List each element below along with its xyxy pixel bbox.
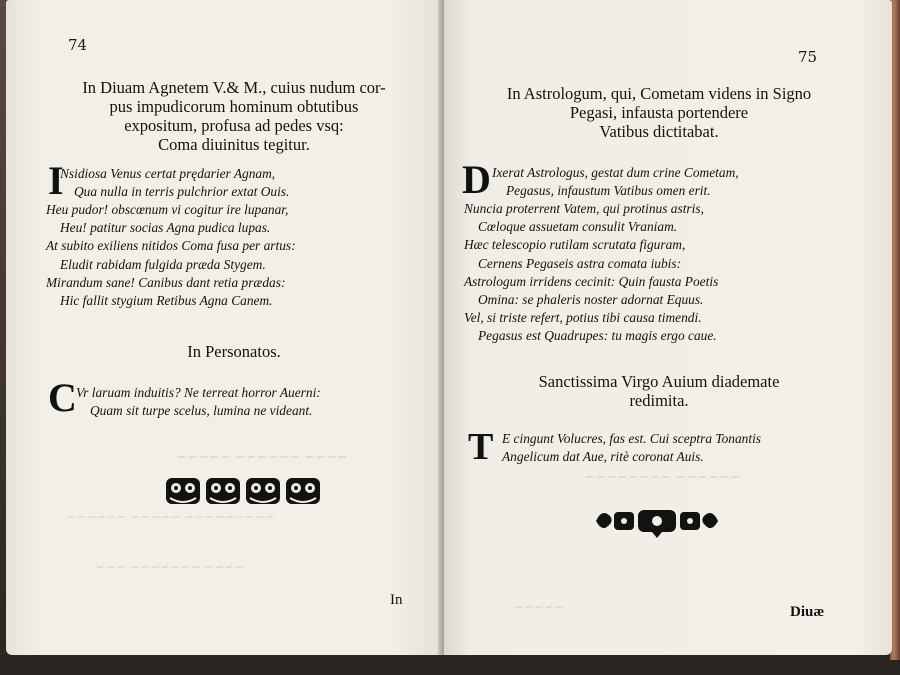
poem-body: [502, 430, 761, 466]
drop-cap: D: [462, 157, 491, 202]
poem-body: [464, 200, 718, 346]
verse-line: Qua nulla in terris pulchrior extat Ouis.: [74, 184, 290, 200]
verse-line: Vr laruam induitis? Ne terreat horror Auerni:: [76, 385, 321, 400]
poem-body: [76, 384, 321, 420]
section-title: In Personatos.: [187, 342, 281, 361]
heading-line: Sanctissima Virgo Auium diademate: [538, 372, 780, 391]
show-through-text: ~~~~~~ ~~~~~~~~: [584, 470, 741, 485]
page-number: 75: [798, 48, 818, 66]
show-through-text: ~~~~ ~~~~~~~ ~~~: [96, 560, 245, 574]
show-through-text: ~~~~ ~~~~~~ ~~~~~: [176, 450, 348, 465]
show-through-text: ~~~~~~~~~ ~~~~~ ~~~~~~: [66, 510, 275, 524]
verse-line: Cernens Pegaseis astra comata iubis:: [478, 255, 682, 271]
poem-body: [492, 164, 739, 200]
verse-line: Nuncia proterrent Vatem, qui protinus astris,: [464, 201, 704, 216]
verse-line: At subito exiliens nitidos Coma fusa per artus:: [46, 238, 296, 254]
verse-line: E cingunt Volucres, fas est. Cui sceptra Tonantis: [502, 431, 762, 446]
heading-line: In Diuam Agnetem V.& M., cuius nudum cor-: [82, 78, 386, 97]
heading-line: redimita.: [629, 391, 689, 410]
verse-line: Angelicum dat Aue, ritè coronat Auis.: [502, 449, 704, 465]
drop-cap: C: [48, 375, 77, 420]
verse-line: Pegasus, infaustum Vatibus omen erit.: [506, 183, 711, 199]
catchword: In: [390, 592, 403, 608]
verse-line: Eludit rabidam fulgida præda Stygem.: [60, 256, 266, 272]
verse-line: Heu pudor! obscœnum vi cogitur ire lupanar,: [46, 202, 289, 217]
heading-line: Coma diuinitus tegitur.: [158, 135, 310, 154]
heading-line: Pegasi, infausta portendere: [569, 103, 749, 122]
verse-line: Hæc telescopio rutilam scrutata figuram,: [464, 237, 686, 253]
verse-line: Cœloque assuetam consulit Vraniam.: [478, 219, 678, 235]
heading-line: In Astrologum, qui, Cometam videns in Signo: [506, 84, 812, 103]
poem-body: [60, 165, 289, 201]
verse-line: Quam sit turpe scelus, lumina ne videant.: [90, 403, 313, 419]
verse-line: Ixerat Astrologus, gestat dum crine Cometam,: [492, 165, 739, 180]
printer-ornament: [164, 474, 324, 508]
poem-heading: [24, 78, 442, 154]
left-page: [6, 0, 442, 655]
verse-line: Omina: se phaleris noster adornat Equus.: [478, 292, 704, 308]
catchword: Diuæ: [790, 604, 825, 620]
verse-line: Mirandum sane! Canibus dant retia prædas:: [46, 274, 286, 290]
verse-line: Pegasus est Quadrupes: tu magis ergo caue.: [478, 328, 717, 344]
verse-line: Vel, si triste refert, potius tibi causa timendi.: [464, 310, 702, 326]
verse-line: Astrologum irridens cecinit: Quin fausta Poetis: [464, 273, 719, 289]
show-through-text: ~~~~~: [514, 600, 565, 614]
printer-ornament: [592, 504, 722, 538]
section-title: [444, 372, 874, 410]
drop-cap: I: [48, 158, 64, 203]
drop-cap: T: [468, 426, 494, 468]
verse-line: Hic fallit stygium Retibus Agna Canem.: [60, 293, 273, 309]
verse-line: Heu! patitur socias Agna pudica lupas.: [60, 220, 271, 236]
heading-line: pus impudicorum hominum obtutibus: [109, 97, 359, 116]
poem-body: [46, 201, 296, 310]
heading-line: Vatibus dictitabat.: [599, 122, 719, 141]
page-number: 74: [68, 36, 88, 54]
poem-heading: [444, 84, 874, 141]
verse-line: Nsidiosa Venus certat prędarier Agnam,: [60, 166, 276, 181]
heading-line: expositum, profusa ad pedes vsq:: [124, 116, 344, 135]
right-page: [444, 0, 892, 655]
